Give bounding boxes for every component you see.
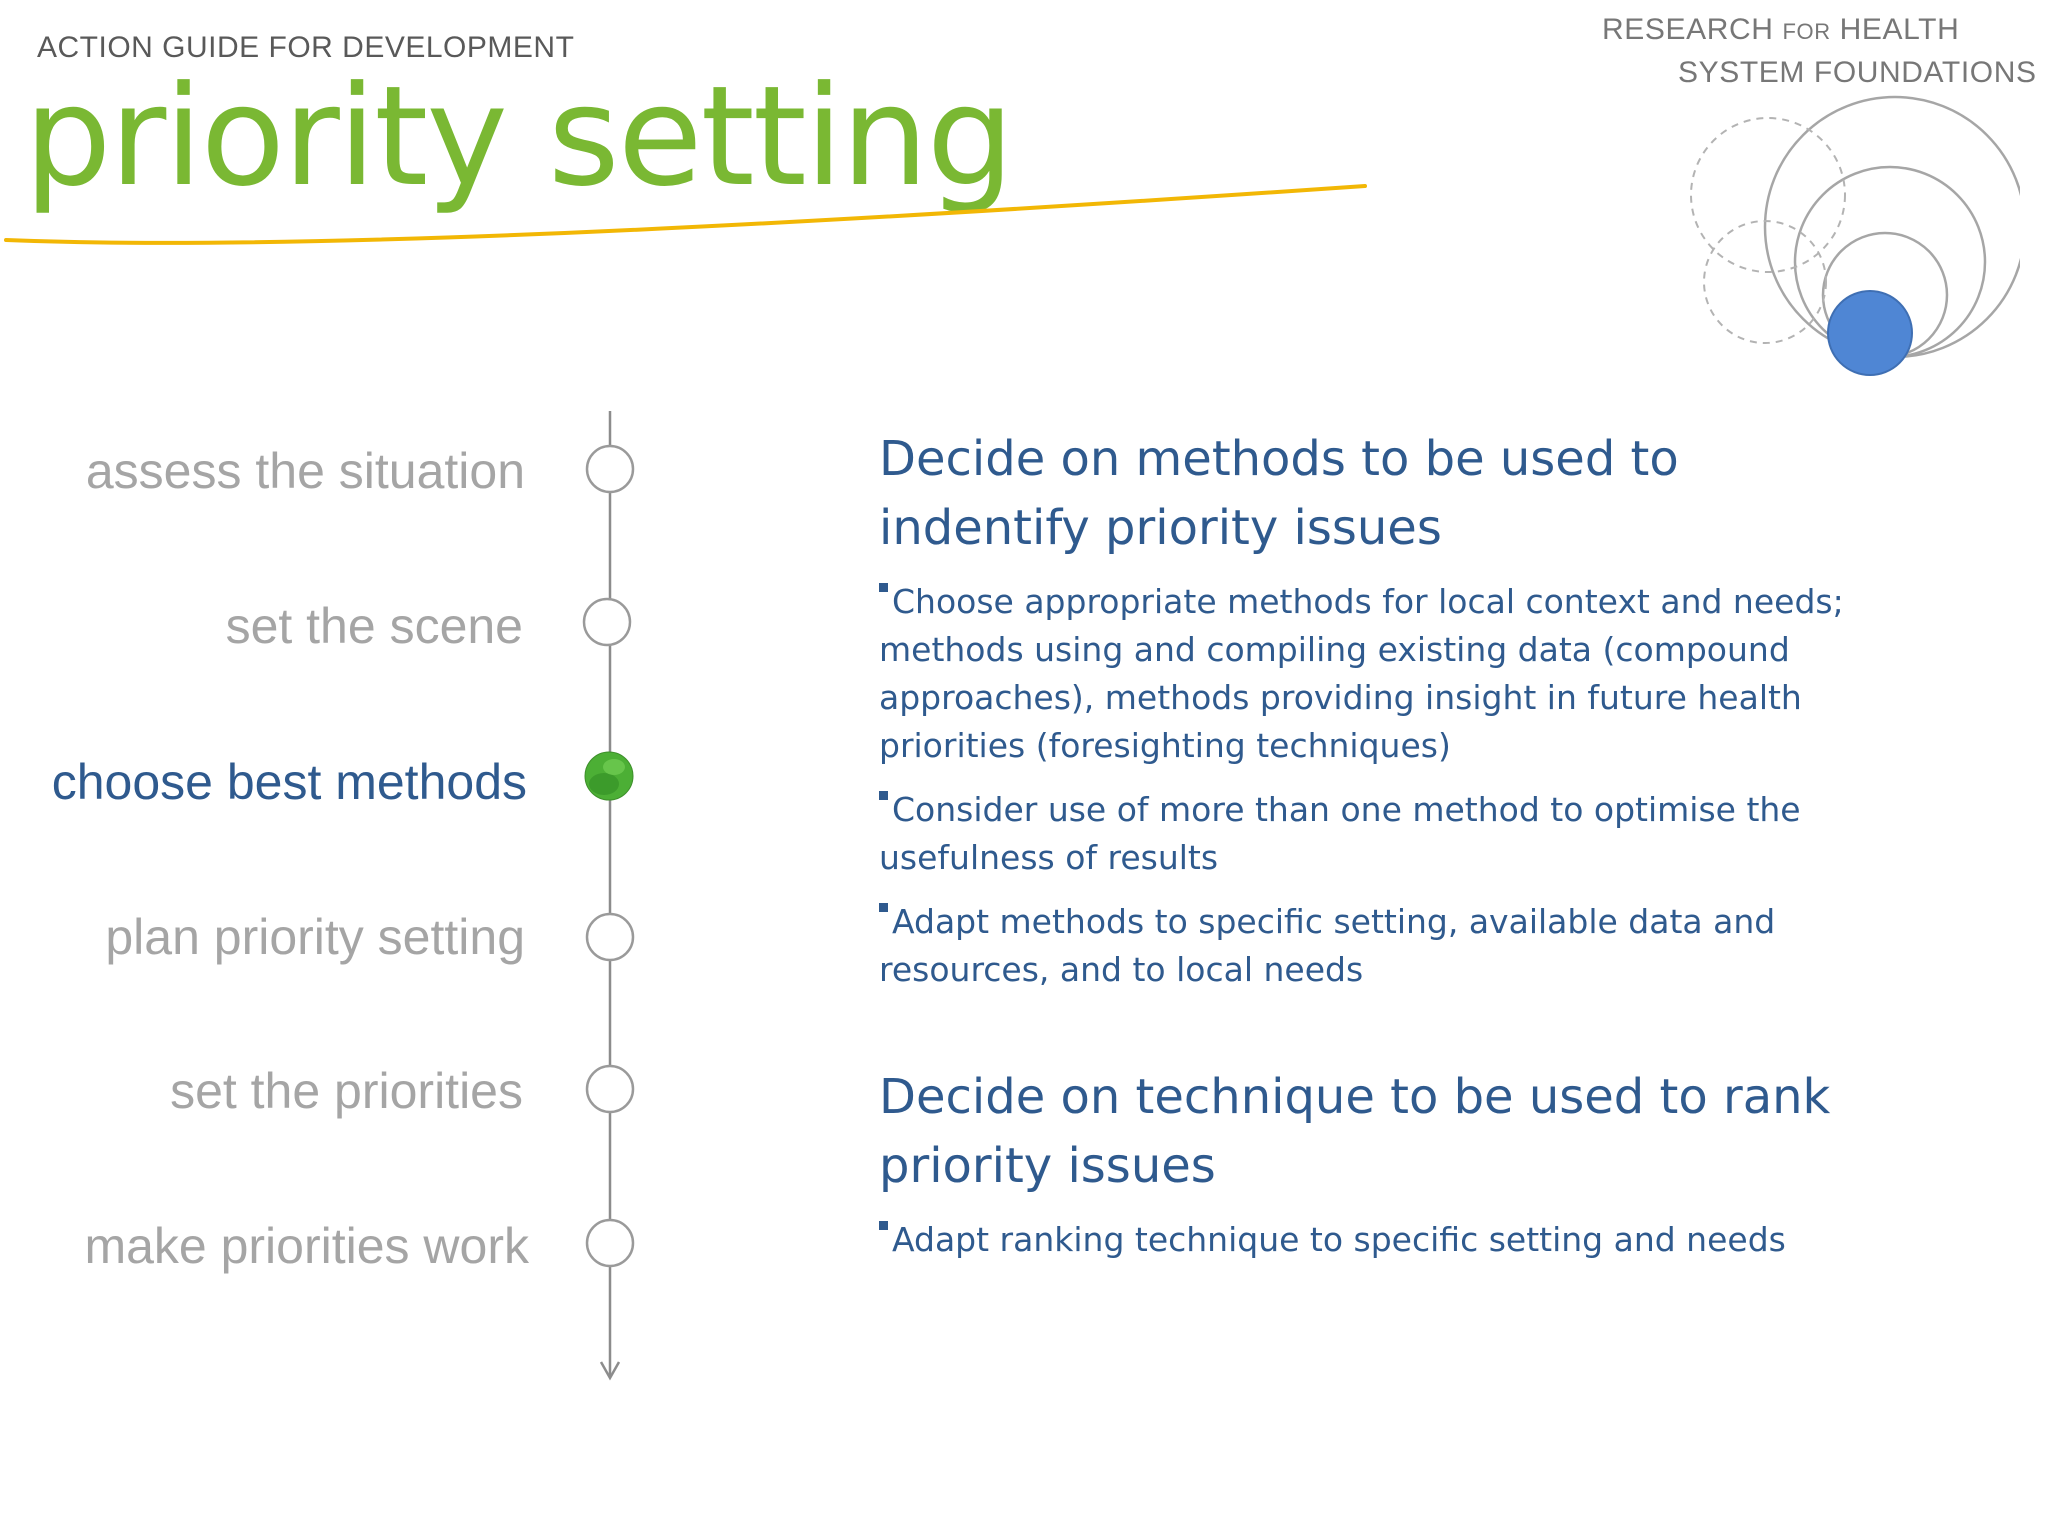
timeline-dot-2 — [584, 599, 630, 645]
timeline-track — [560, 400, 660, 1400]
section-technique — [879, 1063, 1879, 1201]
org-name-line2: SYSTEM FOUNDATIONS — [1678, 56, 2037, 89]
org-name-line1: RESEARCH FOR HEALTH — [1602, 13, 1960, 46]
bullet-item: Adapt methods to specific setting, available data and resources, and to local needs — [879, 898, 1879, 994]
title-underline — [0, 170, 1380, 260]
step-choose-best-methods[interactable]: choose best methods — [51, 754, 527, 810]
bullet-list — [879, 786, 1879, 882]
bullet-item: Choose appropriate methods for local context and needs; methods using and compiling existing data (compound approaches), methods providing insight in future health priorities (foresighting techniques) — [879, 578, 1879, 770]
bullet-list — [879, 898, 1879, 994]
timeline-dot-4 — [587, 914, 633, 960]
step-make-priorities-work[interactable]: make priorities work — [84, 1218, 529, 1274]
bullet-list — [879, 1216, 1879, 1264]
circles-logo-icon — [1680, 95, 2020, 385]
bullet-item: Consider use of more than one method to optimise the usefulness of results — [879, 786, 1879, 882]
page-title: priority setting — [24, 56, 1013, 217]
step-assess-the-situation[interactable]: assess the situation — [85, 443, 525, 499]
bullet-list — [879, 578, 1879, 770]
step-set-the-priorities[interactable]: set the priorities — [170, 1063, 523, 1119]
timeline-dot-6 — [587, 1220, 633, 1266]
step-plan-priority-setting[interactable]: plan priority setting — [105, 909, 525, 965]
section-heading: Decide on technique to be used to rank priority issues — [879, 1069, 1831, 1194]
bullet-item: Adapt ranking technique to specific setting and needs — [879, 1216, 1879, 1264]
timeline-dot-1 — [587, 446, 633, 492]
section-heading: Decide on methods to be used to indentify priority issues — [879, 431, 1679, 556]
section-methods — [879, 425, 1879, 563]
guide-label: ACTION GUIDE FOR DEVELOPMENT — [37, 31, 575, 64]
step-set-the-scene[interactable]: set the scene — [225, 598, 523, 654]
timeline-dot-5 — [587, 1066, 633, 1112]
